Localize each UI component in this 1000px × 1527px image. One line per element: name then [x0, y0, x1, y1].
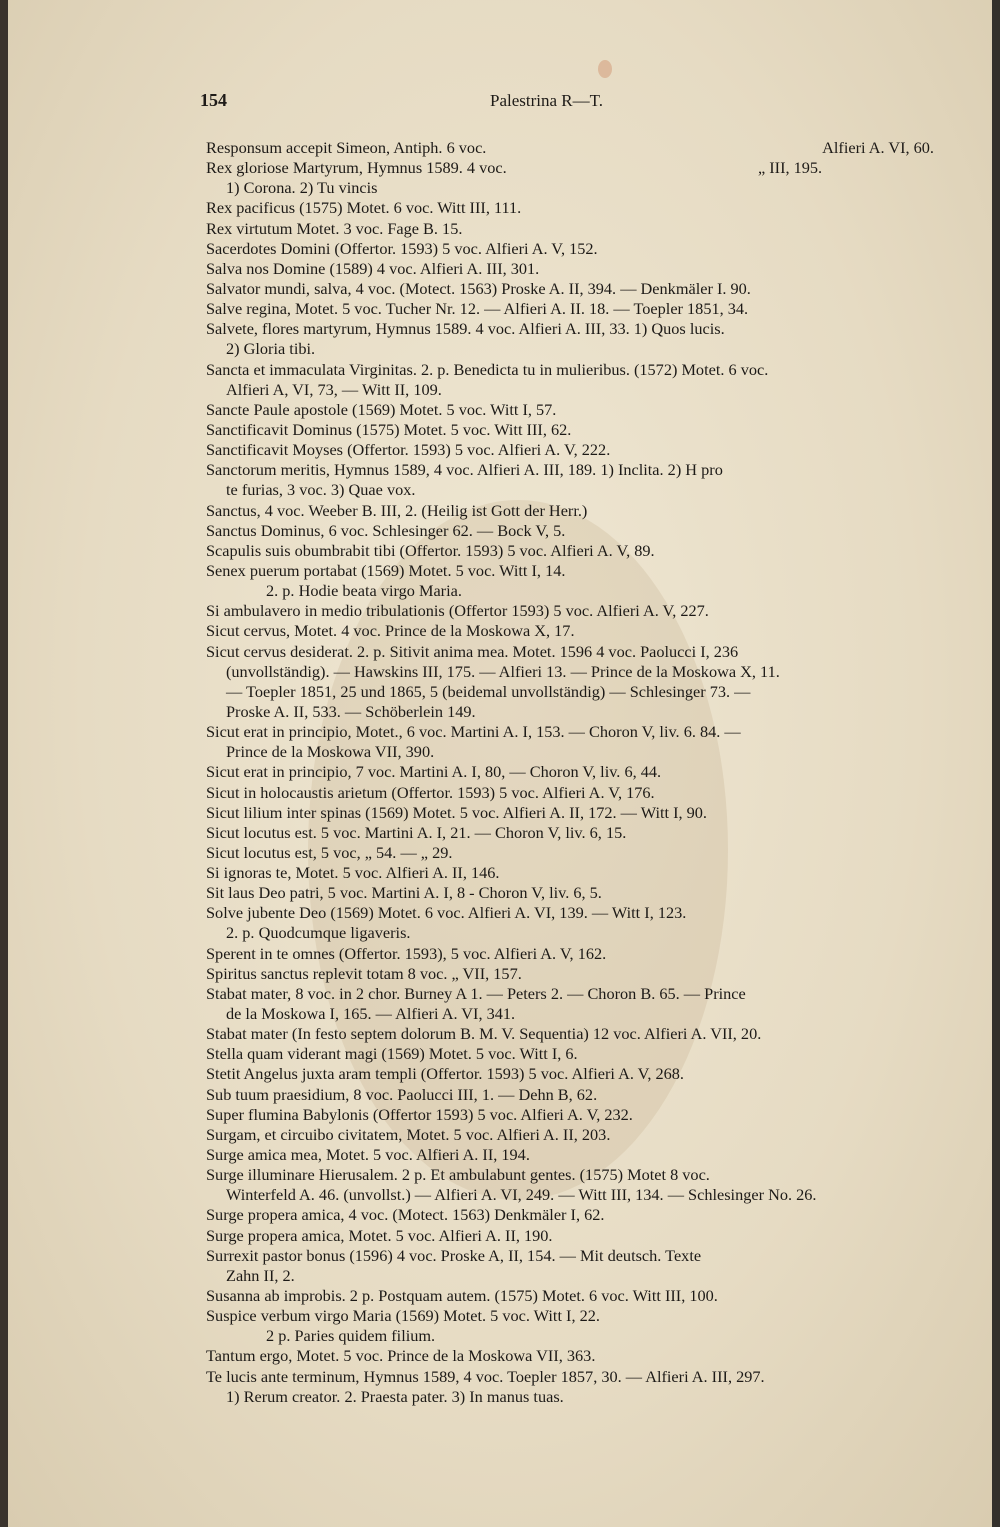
entry-text: Sancta et immaculata Virginitas. 2. p. Benedicta tu in mulieribus. (1572) Motet. 6 voc. [206, 359, 769, 379]
entry-text: Proske A. II, 533. — Schöberlein 149. [226, 701, 476, 721]
index-entry [206, 1226, 934, 1246]
index-entry [206, 1185, 934, 1205]
index-entry [206, 621, 934, 641]
index-entry [206, 138, 934, 158]
index-entry [206, 1286, 934, 1306]
index-entry [206, 742, 934, 762]
entry-text: Sub tuum praesidium, 8 voc. Paolucci III, 1. — Dehn B, 62. [206, 1084, 598, 1104]
entry-text: Sicut erat in principio, 7 voc. Martini A. I, 80, — Choron V, liv. 6, 44. [206, 762, 662, 782]
index-entry [206, 440, 934, 460]
entry-text: Salva nos Domine (1589) 4 voc. Alfieri A. III, 301. [206, 258, 540, 278]
index-entry [206, 923, 934, 943]
page-header [200, 90, 940, 114]
entry-text: Sanctus, 4 voc. Weeber B. III, 2. (Heilig ist Gott der Herr.) [206, 500, 588, 520]
index-entry [206, 843, 934, 863]
index-entry [206, 1085, 934, 1105]
index-entry [206, 541, 934, 561]
entry-text: Solve jubente Deo (1569) Motet. 6 voc. Alfieri A. VI, 139. — Witt I, 123. [206, 903, 687, 923]
index-entry [206, 642, 934, 662]
entry-text: Si ambulavero in medio tribulationis (Offertor 1593) 5 voc. Alfieri A. V, 227. [206, 601, 709, 621]
index-entry [206, 883, 934, 903]
entry-text: 1) Rerum creator. 2. Praesta pater. 3) In manus tuas. [226, 1386, 564, 1406]
index-entry [206, 1326, 934, 1346]
entry-text: — Toepler 1851, 25 und 1865, 5 (beidemal unvollständig) — Schlesinger 73. — [226, 681, 751, 701]
index-entry [206, 501, 934, 521]
entry-text: Stabat mater, 8 voc. in 2 chor. Burney A 1. — Peters 2. — Choron B. 65. — Prince [206, 983, 746, 1003]
index-entry [206, 1064, 934, 1084]
index-entry [206, 762, 934, 782]
entry-text: Rex pacificus (1575) Motet. 6 voc. Witt III, 111. [206, 198, 522, 218]
entry-text: Scapulis suis obumbrabit tibi (Offertor. 1593) 5 voc. Alfieri A. V, 89. [206, 540, 655, 560]
entry-text: Sacerdotes Domini (Offertor. 1593) 5 voc. Alfieri A. V, 152. [206, 238, 598, 258]
index-entry [206, 521, 934, 541]
index-entry [206, 1145, 934, 1165]
scan-edge-left [0, 0, 8, 1527]
entry-text: Surgam, et circuibo civitatem, Motet. 5 voc. Alfieri A. II, 203. [206, 1124, 611, 1144]
entry-text: Sicut lilium inter spinas (1569) Motet. 5 voc. Alfieri A. II, 172. — Witt I, 90. [206, 802, 707, 822]
index-entry [206, 158, 934, 178]
entry-text: Sanctificavit Moyses (Offertor. 1593) 5 voc. Alfieri A. V, 222. [206, 440, 611, 460]
index-entry [206, 662, 934, 682]
entry-text: Prince de la Moskowa VII, 390. [226, 742, 435, 762]
index-entry [206, 1165, 934, 1185]
entry-text: Susanna ab improbis. 2 p. Postquam autem. (1575) Motet. 6 voc. Witt III, 100. [206, 1286, 718, 1306]
index-entry [206, 239, 934, 259]
index-entry [206, 460, 934, 480]
entry-text: Sit laus Deo patri, 5 voc. Martini A. I, 8 - Choron V, liv. 6, 5. [206, 883, 602, 903]
entry-text: Sicut erat in principio, Motet., 6 voc. Martini A. I, 153. — Choron V, liv. 6. 84. — [206, 722, 741, 742]
entry-text: Sancte Paule apostole (1569) Motet. 5 voc. Witt I, 57. [206, 399, 557, 419]
entry-text: Sanctus Dominus, 6 voc. Schlesinger 62. — Bock V, 5. [206, 520, 566, 540]
entry-text: Zahn II, 2. [226, 1265, 295, 1285]
entry-text: Sanctificavit Dominus (1575) Motet. 5 voc. Witt III, 62. [206, 419, 572, 439]
index-entry [206, 360, 934, 380]
index-entry [206, 722, 934, 742]
index-entry [206, 863, 934, 883]
entry-text: Responsum accepit Simeon, Antiph. 6 voc. [206, 138, 487, 157]
entry-text: Salvete, flores martyrum, Hymnus 1589. 4 voc. Alfieri A. III, 33. 1) Quos lucis. [206, 319, 725, 339]
page-stain [598, 60, 612, 78]
entry-text: Surge illuminare Hierusalem. 2 p. Et ambulabunt gentes. (1575) Motet 8 voc. [206, 1165, 710, 1185]
entry-text: Te lucis ante terminum, Hymnus 1589, 4 voc. Toepler 1857, 30. — Alfieri A. III, 297. [206, 1366, 765, 1386]
entry-text: Sicut locutus est. 5 voc. Martini A. I, 21. — Choron V, liv. 6, 15. [206, 822, 627, 842]
index-entry [206, 1024, 934, 1044]
entry-text: Sicut in holocaustis arietum (Offertor. 1593) 5 voc. Alfieri A. V, 176. [206, 782, 655, 802]
scan-edge-right [992, 0, 1000, 1527]
entry-text: 2) Gloria tibi. [226, 339, 316, 359]
entry-text: Surrexit pastor bonus (1596) 4 voc. Proske A, II, 154. — Mit deutsch. Texte [206, 1245, 702, 1265]
entry-text: Surge propera amica, Motet. 5 voc. Alfieri A. II, 190. [206, 1225, 553, 1245]
index-entry [206, 178, 934, 198]
entry-text: Salve regina, Motet. 5 voc. Tucher Nr. 12. — Alfieri A. II. 18. — Toepler 1851, 34. [206, 299, 749, 319]
entry-text: Tantum ergo, Motet. 5 voc. Prince de la Moskowa VII, 363. [206, 1346, 596, 1366]
index-entry [206, 1125, 934, 1145]
entry-text: Sicut cervus desiderat. 2. p. Sitivit anima mea. Motet. 1596 4 voc. Paolucci I, 236 [206, 641, 739, 661]
entry-text: Senex puerum portabat (1569) Motet. 5 voc. Witt I, 14. [206, 560, 566, 580]
index-entries [206, 138, 934, 1407]
entry-text: te furias, 3 voc. 3) Quae vox. [226, 480, 416, 500]
entry-text: 2 p. Paries quidem filium. [266, 1326, 436, 1346]
entry-text: Stabat mater (In festo septem dolorum B. M. V. Sequentia) 12 voc. Alfieri A. VII, 20. [206, 1024, 762, 1044]
entry-text: Stella quam viderant magi (1569) Motet. 5 voc. Witt I, 6. [206, 1044, 578, 1064]
entry-text: 2. p. Hodie beata virgo Maria. [266, 581, 462, 601]
index-entry [206, 1246, 934, 1266]
index-entry [206, 702, 934, 722]
index-entry [206, 581, 934, 601]
index-entry [206, 561, 934, 581]
page-number: 154 [200, 90, 227, 110]
entry-text: Sicut cervus, Motet. 4 voc. Prince de la Moskowa X, 17. [206, 621, 575, 641]
entry-text: 1) Corona. 2) Tu vincis [226, 178, 378, 198]
index-entry [206, 1346, 934, 1366]
entry-text: (unvollständig). — Hawskins III, 175. — Alfieri 13. — Prince de la Moskowa X, 11. [226, 661, 780, 681]
index-entry [206, 984, 934, 1004]
entry-text: Sicut locutus est, 5 voc, „ 54. — „ 29. [206, 842, 453, 862]
entry-text: Rex virtutum Motet. 3 voc. Fage B. 15. [206, 218, 463, 238]
index-entry [206, 279, 934, 299]
entry-text: Salvator mundi, salva, 4 voc. (Motect. 1563) Proske A. II, 394. — Denkmäler I. 90. [206, 278, 751, 298]
index-entry [206, 1266, 934, 1286]
index-entry [206, 803, 934, 823]
index-entry [206, 823, 934, 843]
index-entry [206, 380, 934, 400]
entry-text: Stetit Angelus juxta aram templi (Offertor. 1593) 5 voc. Alfieri A. V, 268. [206, 1064, 684, 1084]
entry-text: de la Moskowa I, 165. — Alfieri A. VI, 341. [226, 1004, 516, 1024]
index-entry [206, 299, 934, 319]
index-entry [206, 339, 934, 359]
index-entry [206, 259, 934, 279]
index-entry [206, 1004, 934, 1024]
entry-text: Alfieri A, VI, 73, — Witt II, 109. [226, 379, 442, 399]
index-entry [206, 219, 934, 239]
index-entry [206, 319, 934, 339]
index-entry [206, 783, 934, 803]
index-entry [206, 1205, 934, 1225]
entry-reference: Alfieri A. VI, 60. [822, 138, 934, 157]
index-entry [206, 1367, 934, 1387]
entry-text: Sanctorum meritis, Hymnus 1589, 4 voc. Alfieri A. III, 189. 1) Inclita. 2) H pro [206, 460, 723, 480]
entry-text: 2. p. Quodcumque ligaveris. [226, 923, 411, 943]
index-entry [206, 682, 934, 702]
index-entry [206, 420, 934, 440]
index-entry [206, 1306, 934, 1326]
entry-text: Winterfeld A. 46. (unvollst.) — Alfieri A. VI, 249. — Witt III, 134. — Schlesinger No. 26. [226, 1185, 817, 1205]
entry-text: Super flumina Babylonis (Offertor 1593) 5 voc. Alfieri A. V, 232. [206, 1104, 633, 1124]
book-page [8, 0, 992, 1527]
index-entry [206, 903, 934, 923]
entry-text: Sperent in te omnes (Offertor. 1593), 5 voc. Alfieri A. V, 162. [206, 943, 607, 963]
index-entry [206, 480, 934, 500]
entry-text: Surge amica mea, Motet. 5 voc. Alfieri A. II, 194. [206, 1145, 530, 1165]
entry-text: Rex gloriose Martyrum, Hymnus 1589. 4 voc. [206, 158, 507, 178]
entry-text: Si ignoras te, Motet. 5 voc. Alfieri A. II, 146. [206, 863, 500, 883]
index-entry [206, 601, 934, 621]
index-entry [206, 1044, 934, 1064]
running-title: Palestrina R—T. [490, 91, 603, 110]
entry-text: Surge propera amica, 4 voc. (Motect. 1563) Denkmäler I, 62. [206, 1205, 605, 1225]
index-entry [206, 964, 934, 984]
index-entry [206, 400, 934, 420]
index-entry [206, 944, 934, 964]
entry-reference: „ III, 195. [757, 158, 823, 178]
entry-text: Spiritus sanctus replevit totam 8 voc. „ VII, 157. [206, 963, 522, 983]
index-entry [206, 198, 934, 218]
index-entry [206, 1105, 934, 1125]
index-entry [206, 1387, 934, 1407]
entry-text: Suspice verbum virgo Maria (1569) Motet. 5 voc. Witt I, 22. [206, 1306, 600, 1326]
